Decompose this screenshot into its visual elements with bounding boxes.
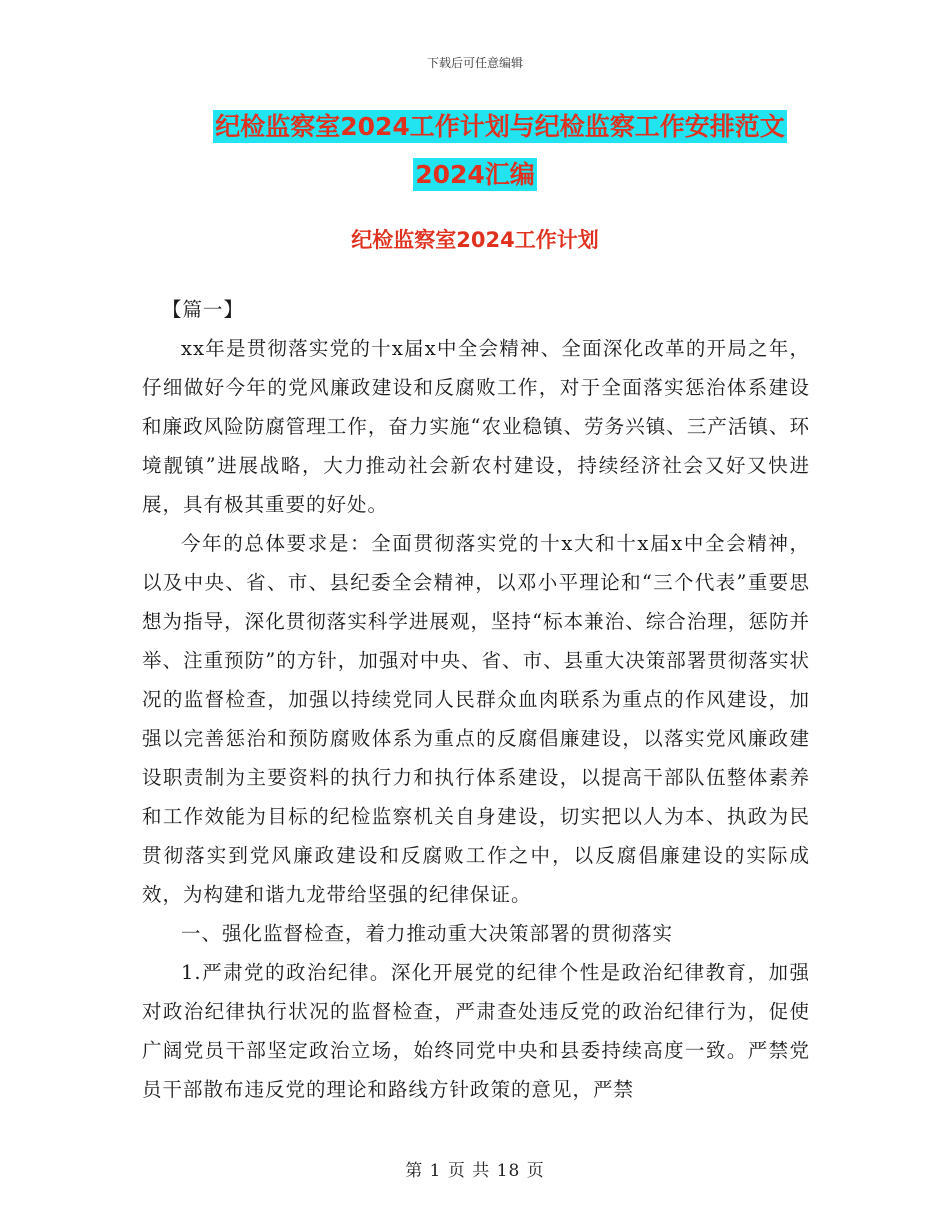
header-note: 下载后可任意编辑	[426, 56, 523, 70]
page-footer: 第 1 页 共 18 页	[405, 1161, 545, 1181]
document-title-text-1: 纪检监察室2024工作计划与纪检监察工作安排范文	[215, 112, 785, 141]
document-title-line-2	[140, 154, 810, 196]
paragraph-heading-1: 一、强化监督检查，着力推动重大决策部署的贯彻落实	[181, 922, 674, 945]
document-title-line-1	[200, 106, 800, 148]
paragraph-1: xx年是贯彻落实党的十x届x中全会精神、全面深化改革的开局之年，仔细做好今年的党风廉政建设和反腐败工作，对于全面落实惩治体系建设和廉政风险防腐管理工作，奋力实施“农业稳镇、劳务兴镇、三产活镇、环境靓镇”进展战略，大力推动社会新农村建设，持续经济社会又好又快进展，具有极其重要的好处。	[142, 337, 810, 516]
part-label: 【篇一】	[162, 298, 245, 321]
section-title: 纪检监察室2024工作计划	[351, 228, 599, 252]
paragraph-2: 今年的总体要求是：全面贯彻落实党的十x大和十x届x中全会精神，以及中央、省、市、县纪委全会精神，以邓小平理论和“三个代表”重要思想为指导，深化贯彻落实科学进展观，坚持“标本兼治、综合治理，惩防并举、注重预防”的方针，加强对中央、省、市、县重大决策部署贯彻落实状况的监督检查，加强以持续党同人民群众血肉联系为重点的作风建设，加强以完善惩治和预防腐败体系为重点的反腐倡廉建设，以落实党风廉政建设职责制为主要资料的执行力和执行体系建设，以提高干部队伍整体素养和工作效能为目标的纪检监察机关自身建设，切实把以人为本、执政为民贯彻落实到党风廉政建设和反腐败工作之中，以反腐倡廉建设的实际成效，为构建和谐九龙带给坚强的纪律保证。	[142, 532, 810, 906]
document-body	[142, 290, 810, 1109]
paragraph-3: 1.严肃党的政治纪律。深化开展党的纪律个性是政治纪律教育，加强对政治纪律执行状况的监督检查，严肃查处违反党的政治纪律行为，促使广阔党员干部坚定政治立场，始终同党中央和县委持续高度一致。严禁党员干部散布违反党的理论和路线方针政策的意见，严禁	[142, 961, 810, 1101]
document-title-text-2: 2024汇编	[415, 160, 535, 189]
